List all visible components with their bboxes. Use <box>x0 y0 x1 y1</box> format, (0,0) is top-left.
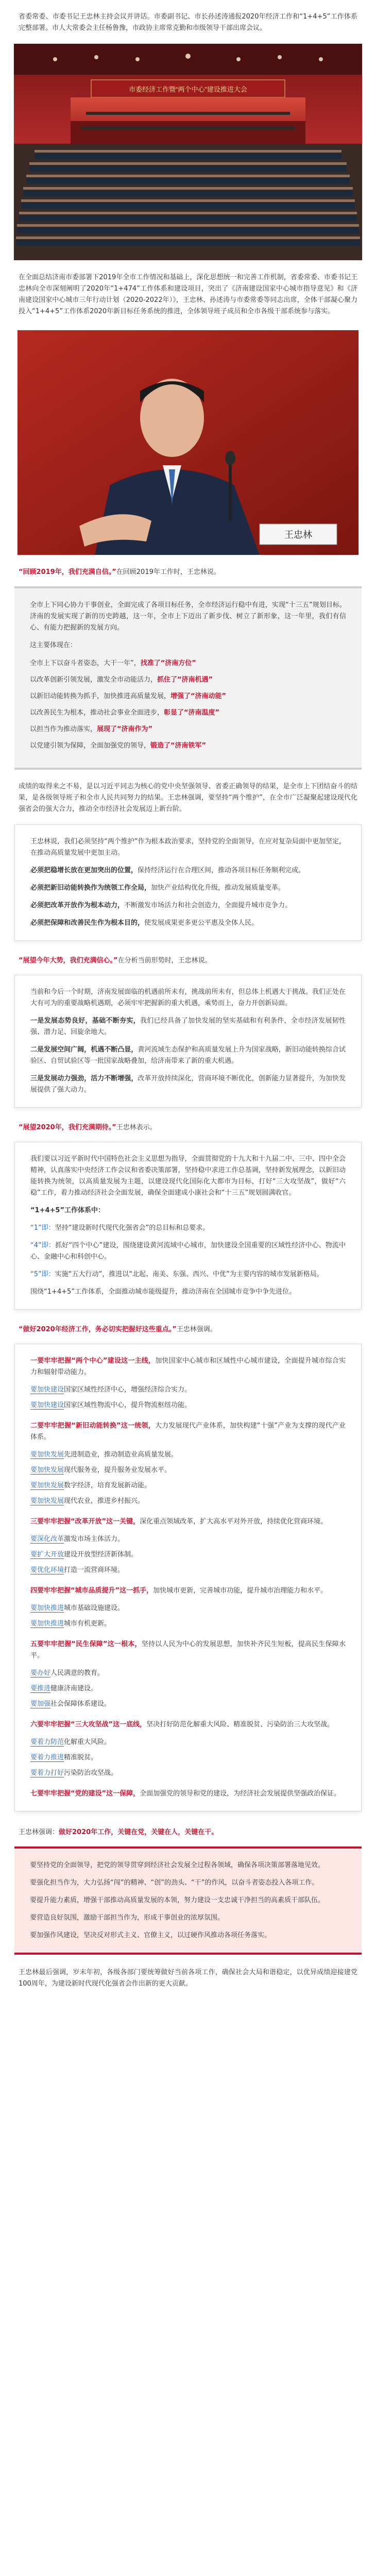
lessons-point-4: 必须把保障和改善民生作为根本目的，使发展成果更多更公平惠及全体人民。 <box>30 919 259 927</box>
review-point-5: 以担当作为推动落实，展现了“济南作为” <box>30 725 153 733</box>
outlook-intro: 我们要以习近平新时代中国特色社会主义思想为指导，全面贯彻党的十九大和十九届二中、三中、四中全会精神，认真落实中央经济工作会议和省委决策部署，坚持稳中求进工作总基调，坚持新发展理念，以新旧动能转换为统领，以高质量发展为主题，以建设现代化国际化大都市为目标，打好“三大攻坚战”，做好“六稳”工作，着力推动经济社会全面发展，确保全面建成小康社会和“十三五”规划圆满收官。 <box>30 1155 346 1197</box>
lessons-point-2: 必须把新旧动能转换作为统领工作全局，加快产业结构优化升级，推动发展质量变革。 <box>30 884 285 892</box>
requirement-4: 要营造良好氛围，激励干部担当作为，形成干事创业的浓厚氛围。 <box>30 1914 225 1922</box>
requirement-1: 要坚持党的全面领导，把党的领导贯穿到经济社会发展全过程各领域，确保各项决策部署落地见效。 <box>30 1861 325 1869</box>
priority-item-7: 七要牢牢把握“党的建设”这一保障，全面加强党的领导和党的建设，为经济社会发展提供坚强政治保证。 <box>30 1790 341 1798</box>
review-list-intro: 这主要体现在： <box>30 641 77 649</box>
closing-statement <box>19 1827 357 1838</box>
review-point-1: 全市上下以奋斗者姿态，大干一年”，找准了“济南方位” <box>30 659 196 667</box>
speaker-photo <box>17 330 359 555</box>
quote4 <box>19 1324 357 1335</box>
final-paragraph: 王忠林最后强调，岁末年初，各级各部门要统筹做好当前各项工作，确保社会大局和谐稳定，以优异成绩迎接建党100周年，为建设新时代现代化强省会作出新的更大贡献。 <box>19 1969 357 1988</box>
conference-banner-text: 市委经济工作暨“两个中心”建设推进大会 <box>129 86 247 93</box>
quote3-head: “展望2020年，我们充满期待。” <box>19 1124 116 1131</box>
situation-intro: 当前和今后一个时期，济南发展面临的机遇前所未有，挑战前所未有，但总体上机遇大于挑战。我们正处在大有可为的重要战略机遇期，必须牢牢把握新的重大机遇，乘势而上，奋力开创新局面。 <box>30 988 346 1007</box>
requirement-5: 要加强作风建设，坚决反对形式主义、官僚主义，以过硬作风推动各项任务落实。 <box>30 1931 271 1939</box>
requirements-box <box>14 1846 362 1955</box>
speaker-image <box>18 330 358 555</box>
quote2-head: “展望今年大势，我们充满信心。” <box>19 957 118 964</box>
review-point-3: 以新旧动能转换为抓手，加快推进高质量发展，增强了“济南动能” <box>30 692 227 700</box>
priority-item-1: 一要牢牢把握“两个中心”建设这一主线，加快国家中心城市和区域性中心城市建设，全面提升城市综合实力和辐射带动能力。 要加快建设国家区域性经济中心，增强经济综合实力。 要加快建设国家区域性物流中心，提升物流枢纽功能。 <box>30 1357 346 1409</box>
review-point-2: 以改革创新引领发展，激发全市动能活力，抓住了“济南机遇” <box>30 676 213 684</box>
priorities-box <box>14 1344 362 1811</box>
summary-paragraph: 在全面总结济南市委部署下2019年全市工作情况和基础上，深化思想统一和完善工作机制，省委常委、市委书记王忠林向全市深刻阐明了2020年“1+474”工作体系和建设项目，突出了《济南建设国家中心城市指导意见》和《济南建设国家中心城市三年行动计划（2020-2022年）》，王忠林、孙述涛与市委常委等同志出席，全体干部凝心聚力投入“1+4+5”工作体系2020年新目标任务系统的推进，全体领导班子成员和全市各级干部系统参与落实。 <box>19 274 357 315</box>
intro-paragraph: 省委常委、市委书记王忠林主持会议并讲话。市委副书记、市长孙述涛通报2020年经济工作和“1+4+5”工作体系完整部署。市人大常委会主任杨鲁豫，市政协主席常克勤和市级领导干部出席会议。 <box>19 13 357 32</box>
review-box <box>14 586 362 770</box>
quote1-head: “回顾2019年，我们充满自信。” <box>19 568 116 576</box>
quote1-tail: 在回顾2019年工作时，王忠林说。 <box>116 568 220 576</box>
review-intro: 全市上下同心协力干事创业，全面完成了各项目标任务，全市经济运行稳中有进，实现“十三五”规划目标。济南的发展实现了新的历史跨越，这一年，全市上下迈出了新步伐、树立了新形象，这一年里，我们有信心、有能力把握新的发展方向。 <box>30 601 346 632</box>
quote3-tail: 王忠林表示。 <box>116 1124 157 1131</box>
outlook-closing: 围绕“1+4+5”工作体系，全面推动城市能级提升，推动济南在全国城市竞争中争先进位。 <box>30 1288 296 1296</box>
situation-point-3: 三是发展动力强劲，活力不断增强，改革开放持续深化，营商环境不断优化，创新能力显著提升，为加快发展提供了强大动力。 <box>30 1075 346 1094</box>
lessons-point-1: 必须把稳增长放在更加突出的位置，保持经济运行在合理区间，推动各项目标任务顺利完成。 <box>30 867 305 874</box>
quote4-tail: 王忠林强调。 <box>176 1326 217 1333</box>
conference-hall-photo <box>13 43 363 261</box>
quote4-head: “做好2020年经济工作，务必切实把握好这些重点。” <box>19 1326 177 1333</box>
review-point-4: 以改善民生为根本，推动社会事业全面进步，彰显了“济南温度” <box>30 709 220 717</box>
requirement-3: 要提升能力素质，增强干部推动高质量发展的本领，努力建设一支忠诚干净担当的高素质干部队伍。 <box>30 1896 325 1904</box>
priority-item-3: 三要牢牢把握“改革开放”这一关键，深化重点领域改革，扩大高水平对外开放，持续优化营商环境。 要深化改革激发市场主体活力。 要扩大开放建设开放型经济新体制。 要优化环境打造一流营商环境。 <box>30 1518 328 1574</box>
priority-item-2: 二要牢牢把握“新旧动能转换”这一统领，大力发展现代产业体系，加快构建“十强”产业为支撑的现代产业体系。 要加快发展先进制造业，推动制造业高质量发展。 要加快发展现代服务业，提升服务业发展水平。 要加快发展数字经济，培育发展新动能。 要加快发展现代农业，推进乡村振兴。 <box>30 1422 346 1505</box>
priority-item-6: 六要牢牢把握“三大攻坚战”这一底线，坚决打好防范化解重大风险、精准脱贫、污染防治三大攻坚战。 要着力防范化解重大风险。 要着力推进精准脱贫。 要着力打好污染防治攻坚战。 <box>30 1721 334 1777</box>
conference-hall-image <box>14 44 362 260</box>
lessons-box <box>14 824 362 941</box>
closing-quote: 做好2020年工作，关键在党，关键在人，关键在干。 <box>59 1828 218 1836</box>
speaker-nameplate: 王忠林 <box>284 530 312 540</box>
lessons-intro: 王忠林说，我们必须坚持“两个维护”作为根本政治要求，坚持党的全面领导，在应对复杂局面中更加坚定，在推动高质量发展中更加主动。 <box>30 838 346 857</box>
closing-head: 王忠林强调： <box>19 1828 59 1836</box>
quote1 <box>19 567 357 578</box>
quote2 <box>19 955 357 967</box>
situation-point-1: 一是发展态势良好，基础不断夯实，我们已经具备了加快发展的坚实基础和有利条件，全市经济发展韧性强、潜力足、回旋余地大。 <box>30 1017 346 1036</box>
outlook-point-1: “1”即：坚持“建设新时代现代化强省会”的总目标和总要求。 <box>30 1224 210 1232</box>
achievement-paragraph: 成绩的取得来之不易，是以习近平同志为核心的党中央坚强领导、省委正确领导的结果，是全市上下团结奋斗的结果，是各级领导班子和全市人民共同努力的结果。王忠林强调，要坚持“两个维护”，在全市广泛凝聚起建设现代化强省会的强大合力，推动全市经济社会发展迈上新台阶。 <box>19 783 357 813</box>
requirement-2: 要强化担当作为，大力弘扬“闯”的精神、“创”的劲头、“干”的作风，以奋斗者姿态投入各项工作。 <box>30 1879 319 1887</box>
priority-item-5: 五要牢牢把握“民生保障”这一根本，坚持以人民为中心的发展思想，加快补齐民生短板，提高民生保障水平。 要办好人民满意的教育。 要推进健康济南建设。 要加强社会保障体系建设。 <box>30 1640 346 1708</box>
outlook-system-title: “1+4+5”工作体系中： <box>30 1207 105 1214</box>
quote2-tail: 在分析当前形势时，王忠林说。 <box>117 957 212 964</box>
outlook-point-2: “4”即：抓好“四个中心”建设，围绕建设黄河流域中心城市，加快建设全国重要的区域性经济中心、物流中心、金融中心和科创中心。 <box>30 1242 346 1261</box>
situation-box <box>14 975 362 1108</box>
outlook-box <box>14 1142 362 1310</box>
quote3 <box>19 1122 357 1133</box>
outlook-point-3: “5”即：实施“五大行动”，推进以“北起、南美、东强、西兴、中优”为主要内容的城市发展新格局。 <box>30 1270 323 1278</box>
lessons-point-3: 必须把改革开放作为根本动力，不断激发市场活力和社会创造力，全面提升城市竞争力。 <box>30 902 292 909</box>
priority-item-4: 四要牢牢把握“城市品质提升”这一抓手，加快城市更新，完善城市功能，提升城市治理能力和水平。 要加快推进城市基础设施建设。 要加快推进城市有机更新。 <box>30 1587 328 1628</box>
review-point-6: 以党建引领为保障，全面加强党的领导，锻造了“济南铁军” <box>30 742 207 750</box>
situation-point-2: 二是发展空间广阔，机遇不断凸显，黄河流域生态保护和高质量发展上升为国家战略，新旧动能转换综合试验区、自贸试验区等一批国家战略叠加，给济南带来了新的重大机遇。 <box>30 1046 346 1065</box>
